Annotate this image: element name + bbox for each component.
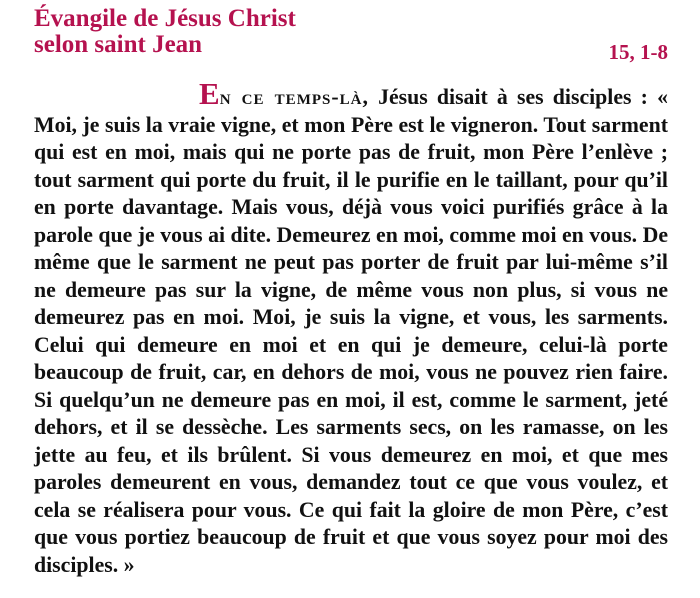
drop-cap: E xyxy=(199,76,220,111)
gospel-text xyxy=(34,78,668,579)
gospel-subtitle: selon saint Jean xyxy=(34,31,203,58)
scripture-reference: 15, 1-8 xyxy=(608,40,668,64)
gospel-body: Jésus disait à ses disciples : « Moi, je suis la vraie vigne, et mon Père est le vigneron. Tout sarment qui est en moi, mais qui ne porte pas de fruit, mon Père l’enlève ; tout sarment qui porte du fruit, il le purifie en le taillant, pour qu’il en porte davantage. Mais vous, déjà vous voici purifiés grâce à la parole que je vous ai dite. Demeurez en moi, comme moi en vous. De même que le sarment ne peut pas porter de fruit par lui-même s’il ne demeure pas sur la vigne, de même vous non plus, si vous ne demeurez pas en moi. Moi, je suis la vigne, et vous, les sarments. Celui qui demeure en moi et en qui je demeure, celui-là porte beaucoup de fruit, car, en dehors de moi, vous ne pouvez rien faire. Si quelqu’un ne demeure pas en moi, il est, comme le sarment, jeté dehors, et il se dessèche. Les sarments secs, on les ramasse, on les jette au feu, et ils brûlent. Si vous demeurez en moi, et que mes paroles demeurent en vous, demandez tout ce que vous voulez, et cela se réalisera pour vous. Ce qui fait la gloire de mon Père, c’est que vous portiez beaucoup de fruit et que vous soyez pour moi des disciples. » xyxy=(34,85,668,577)
gospel-title: Évangile de Jésus Christ xyxy=(34,5,296,32)
gospel-page xyxy=(34,6,668,579)
gospel-header xyxy=(34,6,668,68)
opening-smallcaps: n ce temps-là, xyxy=(219,85,369,109)
